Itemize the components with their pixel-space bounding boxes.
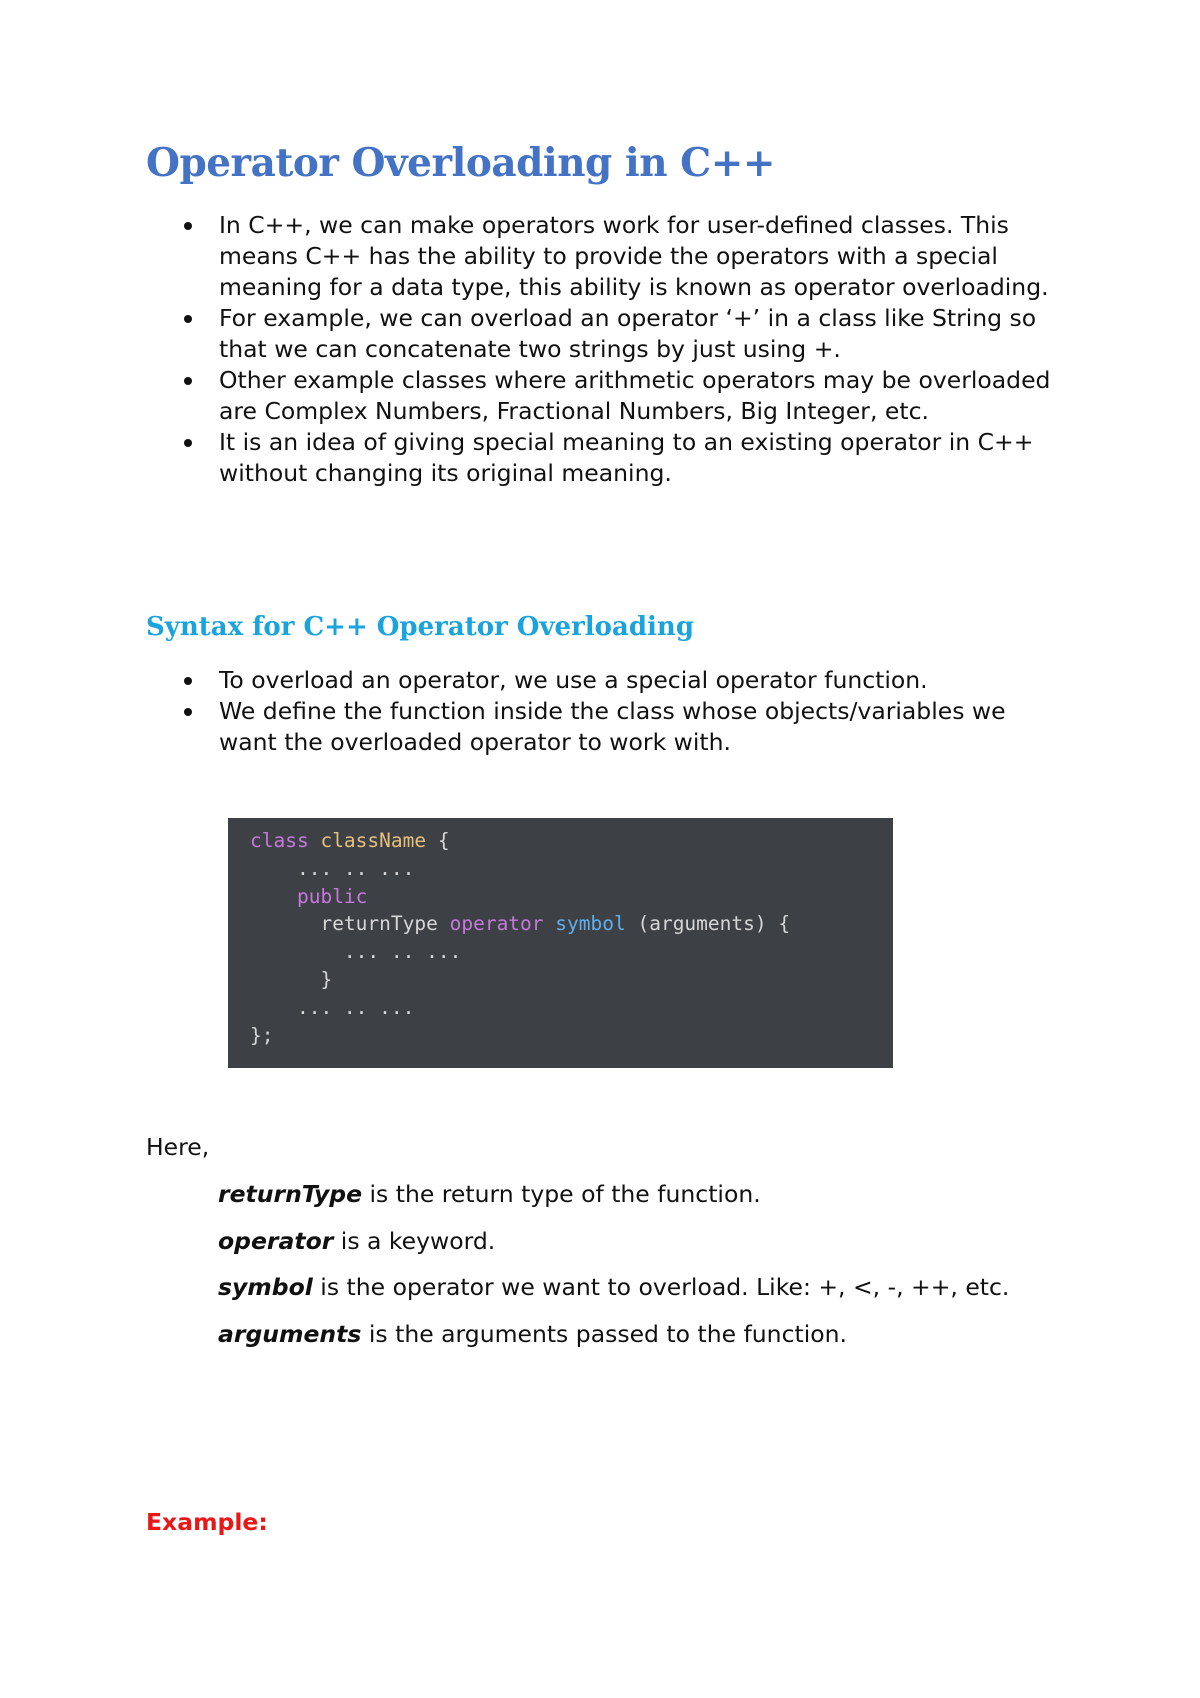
- code-line: [250, 855, 893, 883]
- code-line: [250, 827, 893, 855]
- code-text: ... .. ...: [250, 995, 415, 1019]
- definition-return-type: [218, 1180, 1098, 1208]
- list-item: To overload an operator, we use a special operator function.: [146, 665, 1056, 696]
- code-line: [250, 994, 893, 1022]
- code-block: [228, 818, 893, 1068]
- code-line: [250, 883, 893, 911]
- list-item: In C++, we can make operators work for user-defined classes. This means C++ has the ability to provide the operators with a special meaning for a data type, this ability is known as operator overloading.: [146, 210, 1056, 303]
- code-punct: };: [250, 1023, 274, 1047]
- definition-term: arguments: [218, 1320, 362, 1348]
- list-item: Other example classes where arithmetic operators may be overloaded are Complex Numbers, Fractional Numbers, Big Integer, etc.: [146, 365, 1056, 427]
- code-keyword: public: [296, 884, 368, 908]
- code-args: (arguments) {: [625, 912, 791, 936]
- syntax-bullet-list: [146, 665, 1056, 758]
- code-punct: {: [426, 829, 450, 852]
- code-text: ... .. ...: [250, 856, 415, 880]
- code-text: ... .. ...: [250, 940, 462, 964]
- definition-text: is a keyword.: [333, 1227, 496, 1255]
- definition-text: is the operator we want to overload. Like: +, <, -, ++, etc.: [312, 1273, 1010, 1301]
- definition-operator: [218, 1227, 1098, 1255]
- definition-term: returnType: [218, 1180, 363, 1208]
- list-item: It is an idea of giving special meaning to an existing operator in C++ without changing its original meaning.: [146, 427, 1056, 489]
- code-keyword: operator: [449, 912, 544, 936]
- here-label: Here,: [146, 1133, 210, 1161]
- list-item: For example, we can overload an operator ‘+’ in a class like String so that we can concatenate two strings by just using +.: [146, 303, 1056, 365]
- example-heading: Example:: [146, 1508, 268, 1536]
- definition-term: operator: [218, 1227, 334, 1255]
- code-line: [250, 966, 893, 994]
- list-item: We define the function inside the class whose objects/variables we want the overloaded operator to work with.: [146, 696, 1056, 758]
- definition-arguments: [218, 1320, 1098, 1348]
- definition-text: is the return type of the function.: [362, 1180, 761, 1208]
- code-line: [250, 938, 893, 966]
- code-line: [250, 910, 893, 938]
- section-heading-syntax: Syntax for C++ Operator Overloading: [146, 612, 695, 642]
- code-line: [250, 1022, 893, 1050]
- code-keyword: class: [250, 829, 309, 852]
- code-type: returnType: [320, 912, 438, 936]
- code-class-name: className: [320, 829, 427, 852]
- definition-symbol: [218, 1273, 1098, 1301]
- definition-text: is the arguments passed to the function.: [361, 1320, 847, 1348]
- code-punct: }: [320, 967, 333, 991]
- intro-bullet-list: [146, 210, 1056, 489]
- page-title: Operator Overloading in C++: [146, 140, 776, 186]
- code-function: symbol: [555, 912, 626, 936]
- definition-term: symbol: [218, 1273, 313, 1301]
